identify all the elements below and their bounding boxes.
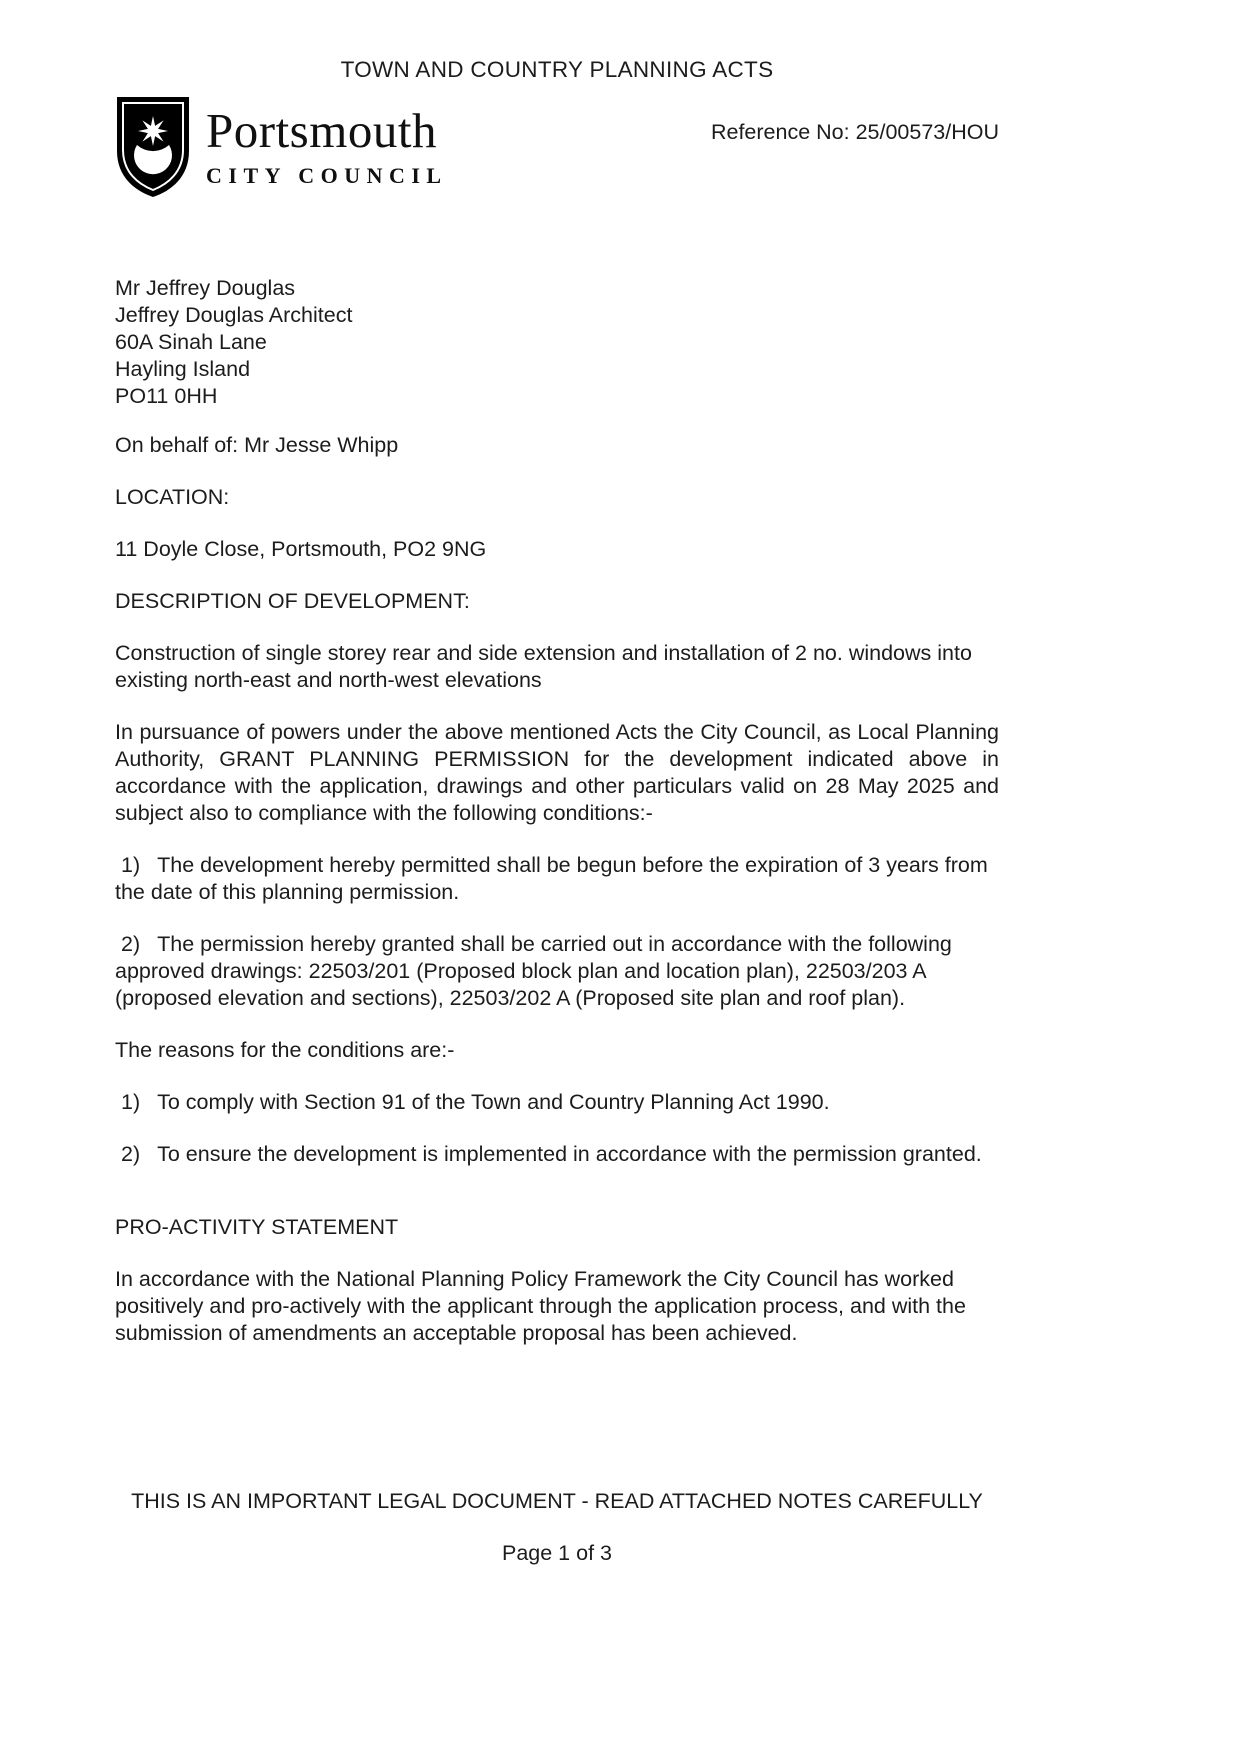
doc-title: TOWN AND COUNTRY PLANNING ACTS xyxy=(340,57,774,82)
page-indicator: Page 1 of 3 xyxy=(502,1541,612,1565)
on-behalf: On behalf of: Mr Jesse Whipp xyxy=(115,433,399,457)
address-line: 60A Sinah Lane xyxy=(115,330,267,354)
council-logo xyxy=(115,95,448,199)
logo-wordmark xyxy=(206,105,448,188)
condition-text: The development hereby permitted shall be begun before the expiration of 3 years from the date of this planning permission. xyxy=(115,853,988,904)
logo-council-label: CITY COUNCIL xyxy=(206,162,448,188)
condition-item xyxy=(115,931,999,1012)
address-line: Hayling Island xyxy=(115,357,251,381)
condition-number: 2) xyxy=(121,932,141,956)
star-icon xyxy=(138,116,168,146)
document-content xyxy=(115,0,999,1347)
location-label: LOCATION: xyxy=(115,485,230,509)
reasons-intro: The reasons for the conditions are:- xyxy=(115,1038,455,1062)
proactivity-heading: PRO-ACTIVITY STATEMENT xyxy=(115,1215,399,1239)
reason-number: 1) xyxy=(121,1090,141,1114)
reason-item xyxy=(115,1141,999,1168)
condition-number: 1) xyxy=(121,853,141,877)
logo-city-name: Portsmouth xyxy=(206,103,437,159)
document-header xyxy=(115,95,999,199)
condition-item xyxy=(115,852,999,906)
reference-number: Reference No: 25/00573/HOU xyxy=(710,120,999,144)
council-shield-icon xyxy=(115,95,191,199)
recipient-address xyxy=(115,275,999,410)
proactivity-text: In accordance with the National Planning Policy Framework the City Council has worked positively and pro-actively with the applicant through the application process, and with the submission of amendments an acceptable proposal has been achieved. xyxy=(115,1267,966,1345)
reason-text: To comply with Section 91 of the Town and Country Planning Act 1990. xyxy=(157,1090,830,1114)
legal-notice: THIS IS AN IMPORTANT LEGAL DOCUMENT - READ ATTACHED NOTES CAREFULLY xyxy=(131,1489,983,1513)
reason-number: 2) xyxy=(121,1142,141,1166)
address-line: PO11 0HH xyxy=(115,384,218,408)
reason-text: To ensure the development is implemented in accordance with the permission granted. xyxy=(157,1142,982,1166)
description-text: Construction of single storey rear and side extension and installation of 2 no. windows into existing north-east and north-west elevations xyxy=(115,641,972,692)
address-line: Mr Jeffrey Douglas xyxy=(115,276,296,300)
description-label: DESCRIPTION OF DEVELOPMENT: xyxy=(115,589,470,613)
reason-item xyxy=(115,1089,999,1116)
condition-text: The permission hereby granted shall be carried out in accordance with the following approved drawings: 22503/201 (Proposed block plan and location plan), 22503/203 A (proposed elevation and sections), 22503/202 A (Proposed site plan and roof plan). xyxy=(115,932,952,1010)
address-line: Jeffrey Douglas Architect xyxy=(115,303,353,327)
grant-paragraph: In pursuance of powers under the above mentioned Acts the City Council, as Local Planning Authority, GRANT PLANNING PERMISSION for the development indicated above in accordance with the application, drawings and other particulars valid on 28 May 2025 and subject also to compliance with the following conditions:- xyxy=(115,720,999,825)
location-value: 11 Doyle Close, Portsmouth, PO2 9NG xyxy=(115,537,487,561)
